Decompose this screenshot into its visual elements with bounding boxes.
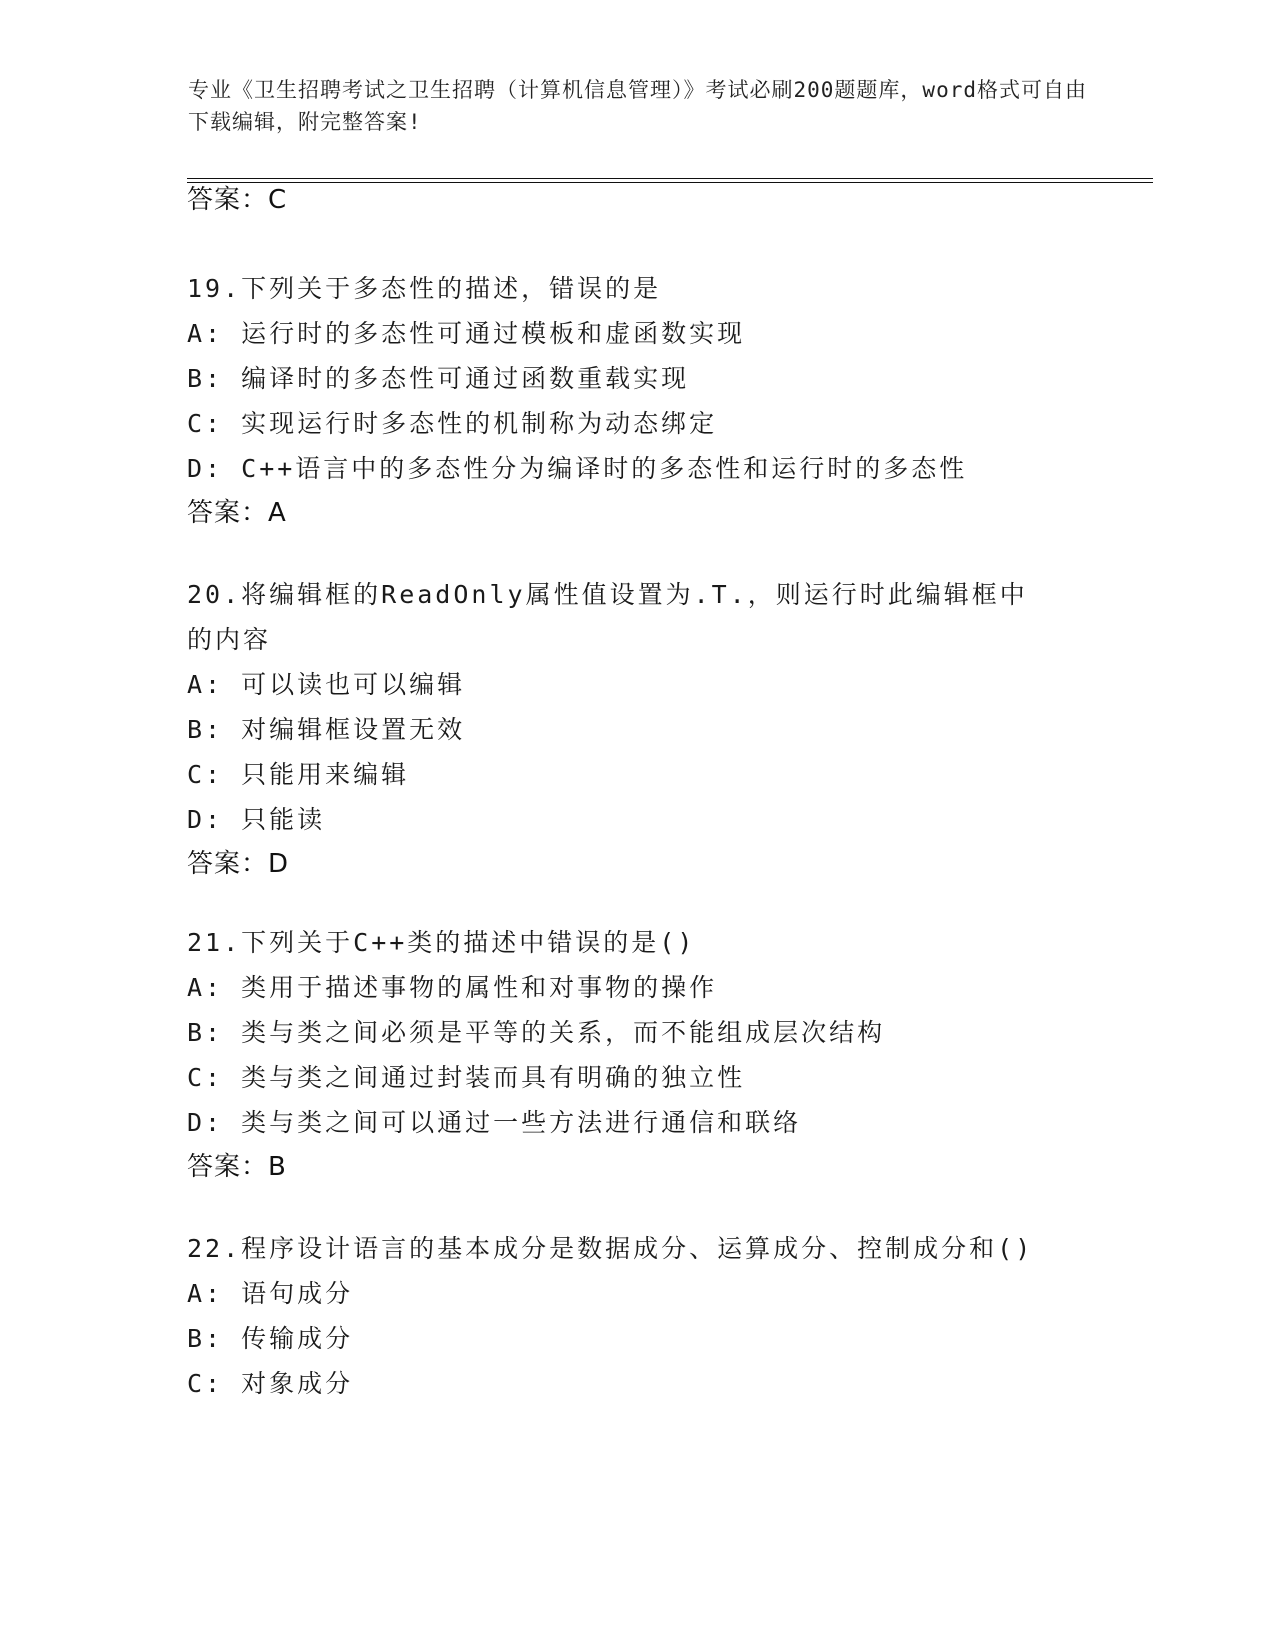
option-c: C: 只能用来编辑 <box>187 760 410 789</box>
option-b: B: 类与类之间必须是平等的关系，而不能组成层次结构 <box>187 1018 886 1047</box>
previous-answer-block <box>187 178 1087 223</box>
option-a: A: 可以读也可以编辑 <box>187 670 466 699</box>
option-c: C: 实现运行时多态性的机制称为动态绑定 <box>187 409 718 438</box>
question-20 <box>187 572 1047 887</box>
option-d: D: 只能读 <box>187 805 326 834</box>
question-stem: 19.下列关于多态性的描述，错误的是 <box>187 274 662 303</box>
answer-label: 答案：A <box>187 498 287 528</box>
option-a: A: 语句成分 <box>187 1279 354 1308</box>
option-d: D: 类与类之间可以通过一些方法进行通信和联络 <box>187 1108 802 1137</box>
question-stem: 22.程序设计语言的基本成分是数据成分、运算成分、控制成分和() <box>187 1234 1034 1263</box>
answer-label: 答案：B <box>187 1152 287 1182</box>
question-19 <box>187 266 1087 536</box>
question-stem: 20.将编辑框的ReadOnly属性值设置为.T.，则运行时此编辑框中的内容 <box>187 580 1028 654</box>
option-a: A: 类用于描述事物的属性和对事物的操作 <box>187 973 718 1002</box>
question-21 <box>187 920 1087 1190</box>
question-stem: 21.下列关于C++类的描述中错误的是() <box>187 928 696 957</box>
option-b: B: 对编辑框设置无效 <box>187 715 466 744</box>
document-header: 专业《卫生招聘考试之卫生招聘（计算机信息管理）》考试必刷200题题库，word格式可自由下载编辑，附完整答案! <box>188 78 1087 134</box>
option-d: D: C++语言中的多态性分为编译时的多态性和运行时的多态性 <box>187 454 968 483</box>
question-22 <box>187 1226 1087 1406</box>
option-c: C: 对象成分 <box>187 1369 354 1398</box>
answer-label: 答案：D <box>187 849 290 879</box>
option-b: B: 编译时的多态性可通过函数重载实现 <box>187 364 690 393</box>
option-c: C: 类与类之间通过封装而具有明确的独立性 <box>187 1063 746 1092</box>
option-b: B: 传输成分 <box>187 1324 354 1353</box>
answer-label: 答案：C <box>187 185 288 215</box>
option-a: A: 运行时的多态性可通过模板和虚函数实现 <box>187 319 746 348</box>
